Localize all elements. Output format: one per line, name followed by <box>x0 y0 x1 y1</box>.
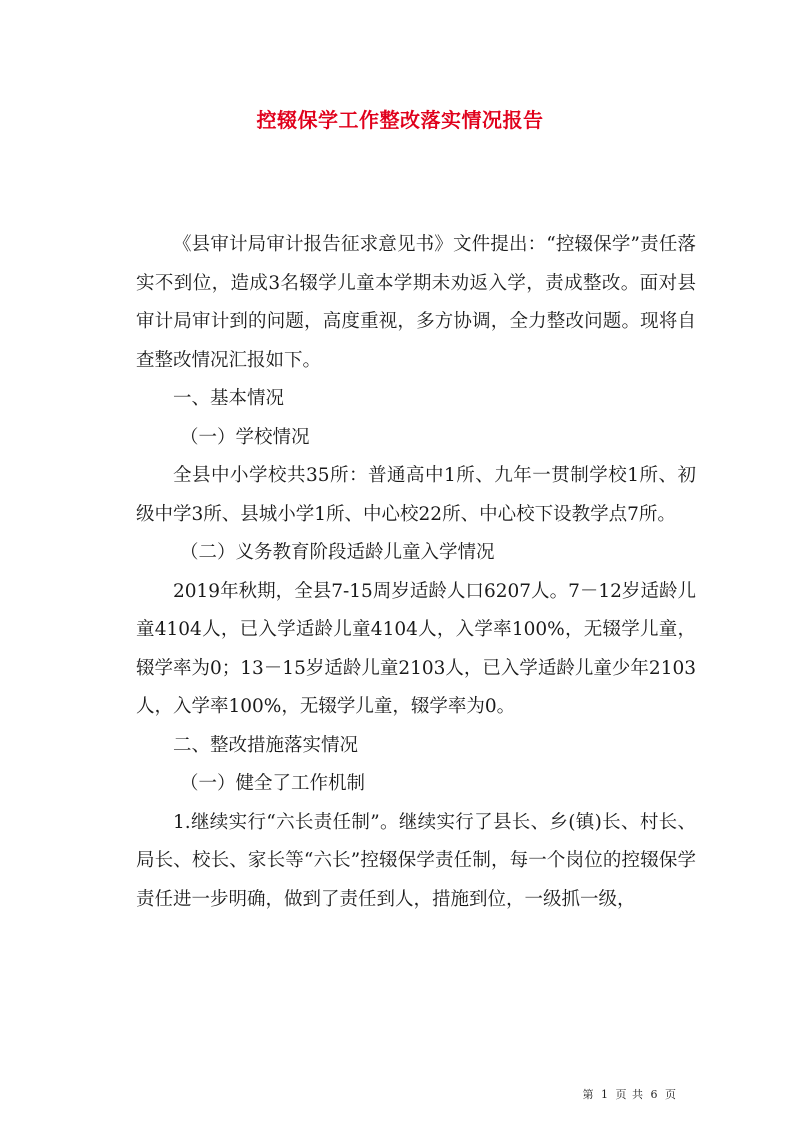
intro-paragraph: 《县审计局审计报告征求意见书》文件提出：“控辍保学”责任落实不到位，造成3名辍学儿童本学期未劝返入学，责成整改。面对县审计局审计到的问题，高度重视，多方协调，全力整改问题。现将自查整改情况汇报如下。 <box>136 234 696 371</box>
footer-mid: 页 共 <box>615 1088 644 1101</box>
page-footer <box>582 1086 679 1102</box>
subsection-heading-mechanism: （一）健全了工作机制 <box>180 773 366 794</box>
subsection-heading-schools: （一）学校情况 <box>180 426 310 448</box>
section-heading-measures: 二、整改措施落实情况 <box>173 734 359 756</box>
schools-paragraph: 全县中小学校共35所：普通高中1所、九年一贯制学校1所、初级中学3所、县城小学1所、中心校22所、中心校下设教学点7所。 <box>136 465 696 525</box>
enrollment-paragraph: 2019年秋期，全县7-15周岁适龄人口6207人。7－12岁适龄儿童4104人，已入学适龄儿童4104人，入学率100%，无辍学儿童，辍学率为0；13－15岁适龄儿童2103人，已入学适龄儿童少年2103人，入学率100%，无辍学儿童，辍学率为0。 <box>136 580 697 717</box>
document-title: 控辍保学工作整改落实情况报告 <box>256 108 544 132</box>
footer-prefix: 第 <box>582 1088 595 1101</box>
subsection-heading-enrollment: （二）义务教育阶段适龄儿童入学情况 <box>180 542 495 563</box>
mechanism-paragraph: 1.继续实行“六长责任制”。继续实行了县长、乡(镇)长、村长、局长、校长、家长等“六长”控辍保学责任制，每一个岗位的控辍保学责任进一步明确，做到了责任到人，措施到位，一级抓一级， <box>136 811 696 910</box>
section-heading-basic-info: 一、基本情况 <box>173 388 285 409</box>
footer-total-pages: 6 <box>650 1088 659 1101</box>
document-body <box>136 226 696 919</box>
footer-suffix: 页 <box>665 1088 677 1101</box>
footer-page-number: 1 <box>601 1088 609 1101</box>
